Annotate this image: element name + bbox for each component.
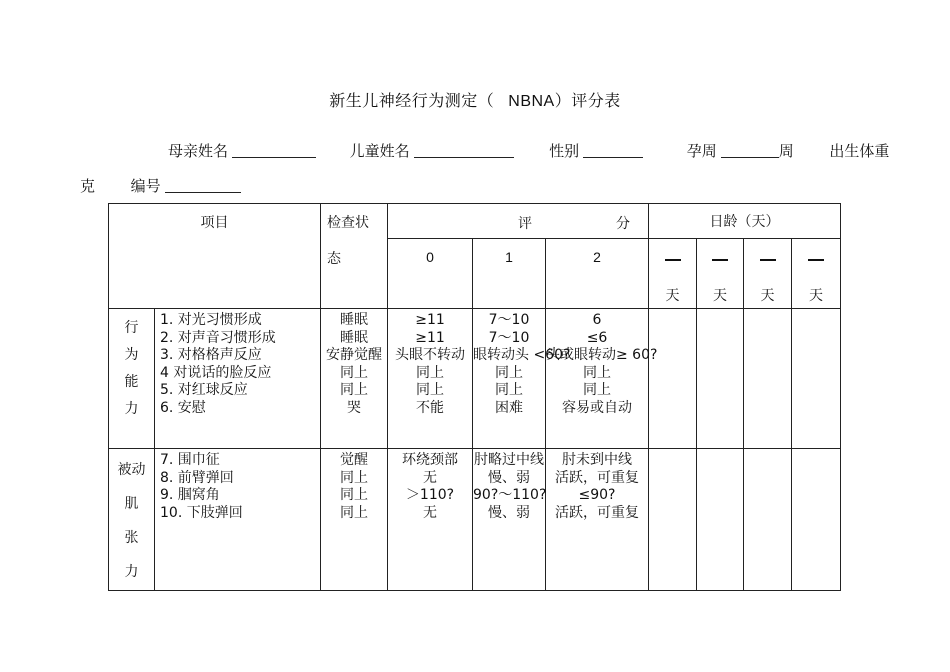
header-item: 项目 bbox=[109, 204, 321, 309]
day-col-3[interactable]: 天 bbox=[744, 239, 792, 309]
title-code: NBNA）评分表 bbox=[508, 93, 621, 110]
score-2-header: 2 bbox=[546, 239, 649, 309]
day-col-1[interactable]: 天 bbox=[649, 239, 697, 309]
tone-day-3-cell[interactable] bbox=[744, 449, 792, 591]
header-score: 评 分 bbox=[388, 204, 649, 239]
tone-items: 7. 围巾征 8. 前臂弹回 9. 腘窝角 10. 下肢弹回 bbox=[155, 449, 321, 591]
tone-states: 觉醒 同上 同上 同上 bbox=[321, 449, 388, 591]
sex-label: 性别 bbox=[549, 142, 580, 160]
behavior-score-0: ≥11 ≥11 头眼不转动 同上 同上 不能 bbox=[388, 309, 473, 449]
info-row-1 bbox=[168, 140, 889, 161]
day-col-4[interactable]: 天 bbox=[792, 239, 841, 309]
behavior-day-4-cell[interactable] bbox=[792, 309, 841, 449]
header-age: 日龄（天） bbox=[649, 204, 841, 239]
behavior-states: 睡眠 睡眠 安静觉醒 同上 同上 哭 bbox=[321, 309, 388, 449]
header-check-state: 检查状 态 bbox=[321, 204, 388, 309]
category-passive-tone: 被动 肌 张 力 bbox=[109, 449, 155, 591]
tone-score-0: 环绕颈部 无 ＞110? 无 bbox=[388, 449, 473, 591]
number-field[interactable] bbox=[165, 178, 241, 193]
score-table bbox=[108, 203, 841, 591]
mother-name-label: 母亲姓名 bbox=[168, 142, 229, 160]
score-0-header: 0 bbox=[388, 239, 473, 309]
mother-name-field[interactable] bbox=[232, 143, 316, 158]
gest-week-label: 孕周 bbox=[686, 142, 717, 160]
score-1-header: 1 bbox=[473, 239, 546, 309]
behavior-day-3-cell[interactable] bbox=[744, 309, 792, 449]
number-label: 编号 bbox=[130, 177, 161, 195]
behavior-day-2-cell[interactable] bbox=[697, 309, 744, 449]
child-name-label: 儿童姓名 bbox=[349, 142, 410, 160]
behavior-items: 1. 对光习惯形成 2. 对声音习惯形成 3. 对格格声反应 4 对说话的脸反应 5. 对红球反应 6. 安慰 bbox=[155, 309, 321, 449]
child-name-field[interactable] bbox=[414, 143, 514, 158]
category-behavior: 行 为 能 力 bbox=[109, 309, 155, 449]
title-main: 新生儿神经行为测定（ bbox=[329, 91, 495, 110]
day-col-2[interactable]: 天 bbox=[697, 239, 744, 309]
behavior-score-1: 7～10 7～10 眼转动头 <60? 同上 同上 困难 bbox=[473, 309, 546, 449]
gest-week-field[interactable] bbox=[721, 143, 779, 158]
birth-weight-label: 出生体重 bbox=[829, 142, 890, 160]
gram-unit: 克 bbox=[80, 177, 96, 195]
behavior-day-1-cell[interactable] bbox=[649, 309, 697, 449]
page-title bbox=[0, 88, 950, 111]
tone-score-1: 肘略过中线 慢、弱 90?～110? 慢、弱 bbox=[473, 449, 546, 591]
tone-score-2: 肘未到中线 活跃，可重复 ≤90? 活跃，可重复 bbox=[546, 449, 649, 591]
week-unit: 周 bbox=[778, 142, 794, 160]
behavior-score-2: 6 ≤6 头或眼转动≥ 60? 同上 同上 容易或自动 bbox=[546, 309, 649, 449]
tone-day-1-cell[interactable] bbox=[649, 449, 697, 591]
info-row-2 bbox=[80, 175, 241, 196]
tone-day-2-cell[interactable] bbox=[697, 449, 744, 591]
sex-field[interactable] bbox=[583, 143, 643, 158]
tone-day-4-cell[interactable] bbox=[792, 449, 841, 591]
